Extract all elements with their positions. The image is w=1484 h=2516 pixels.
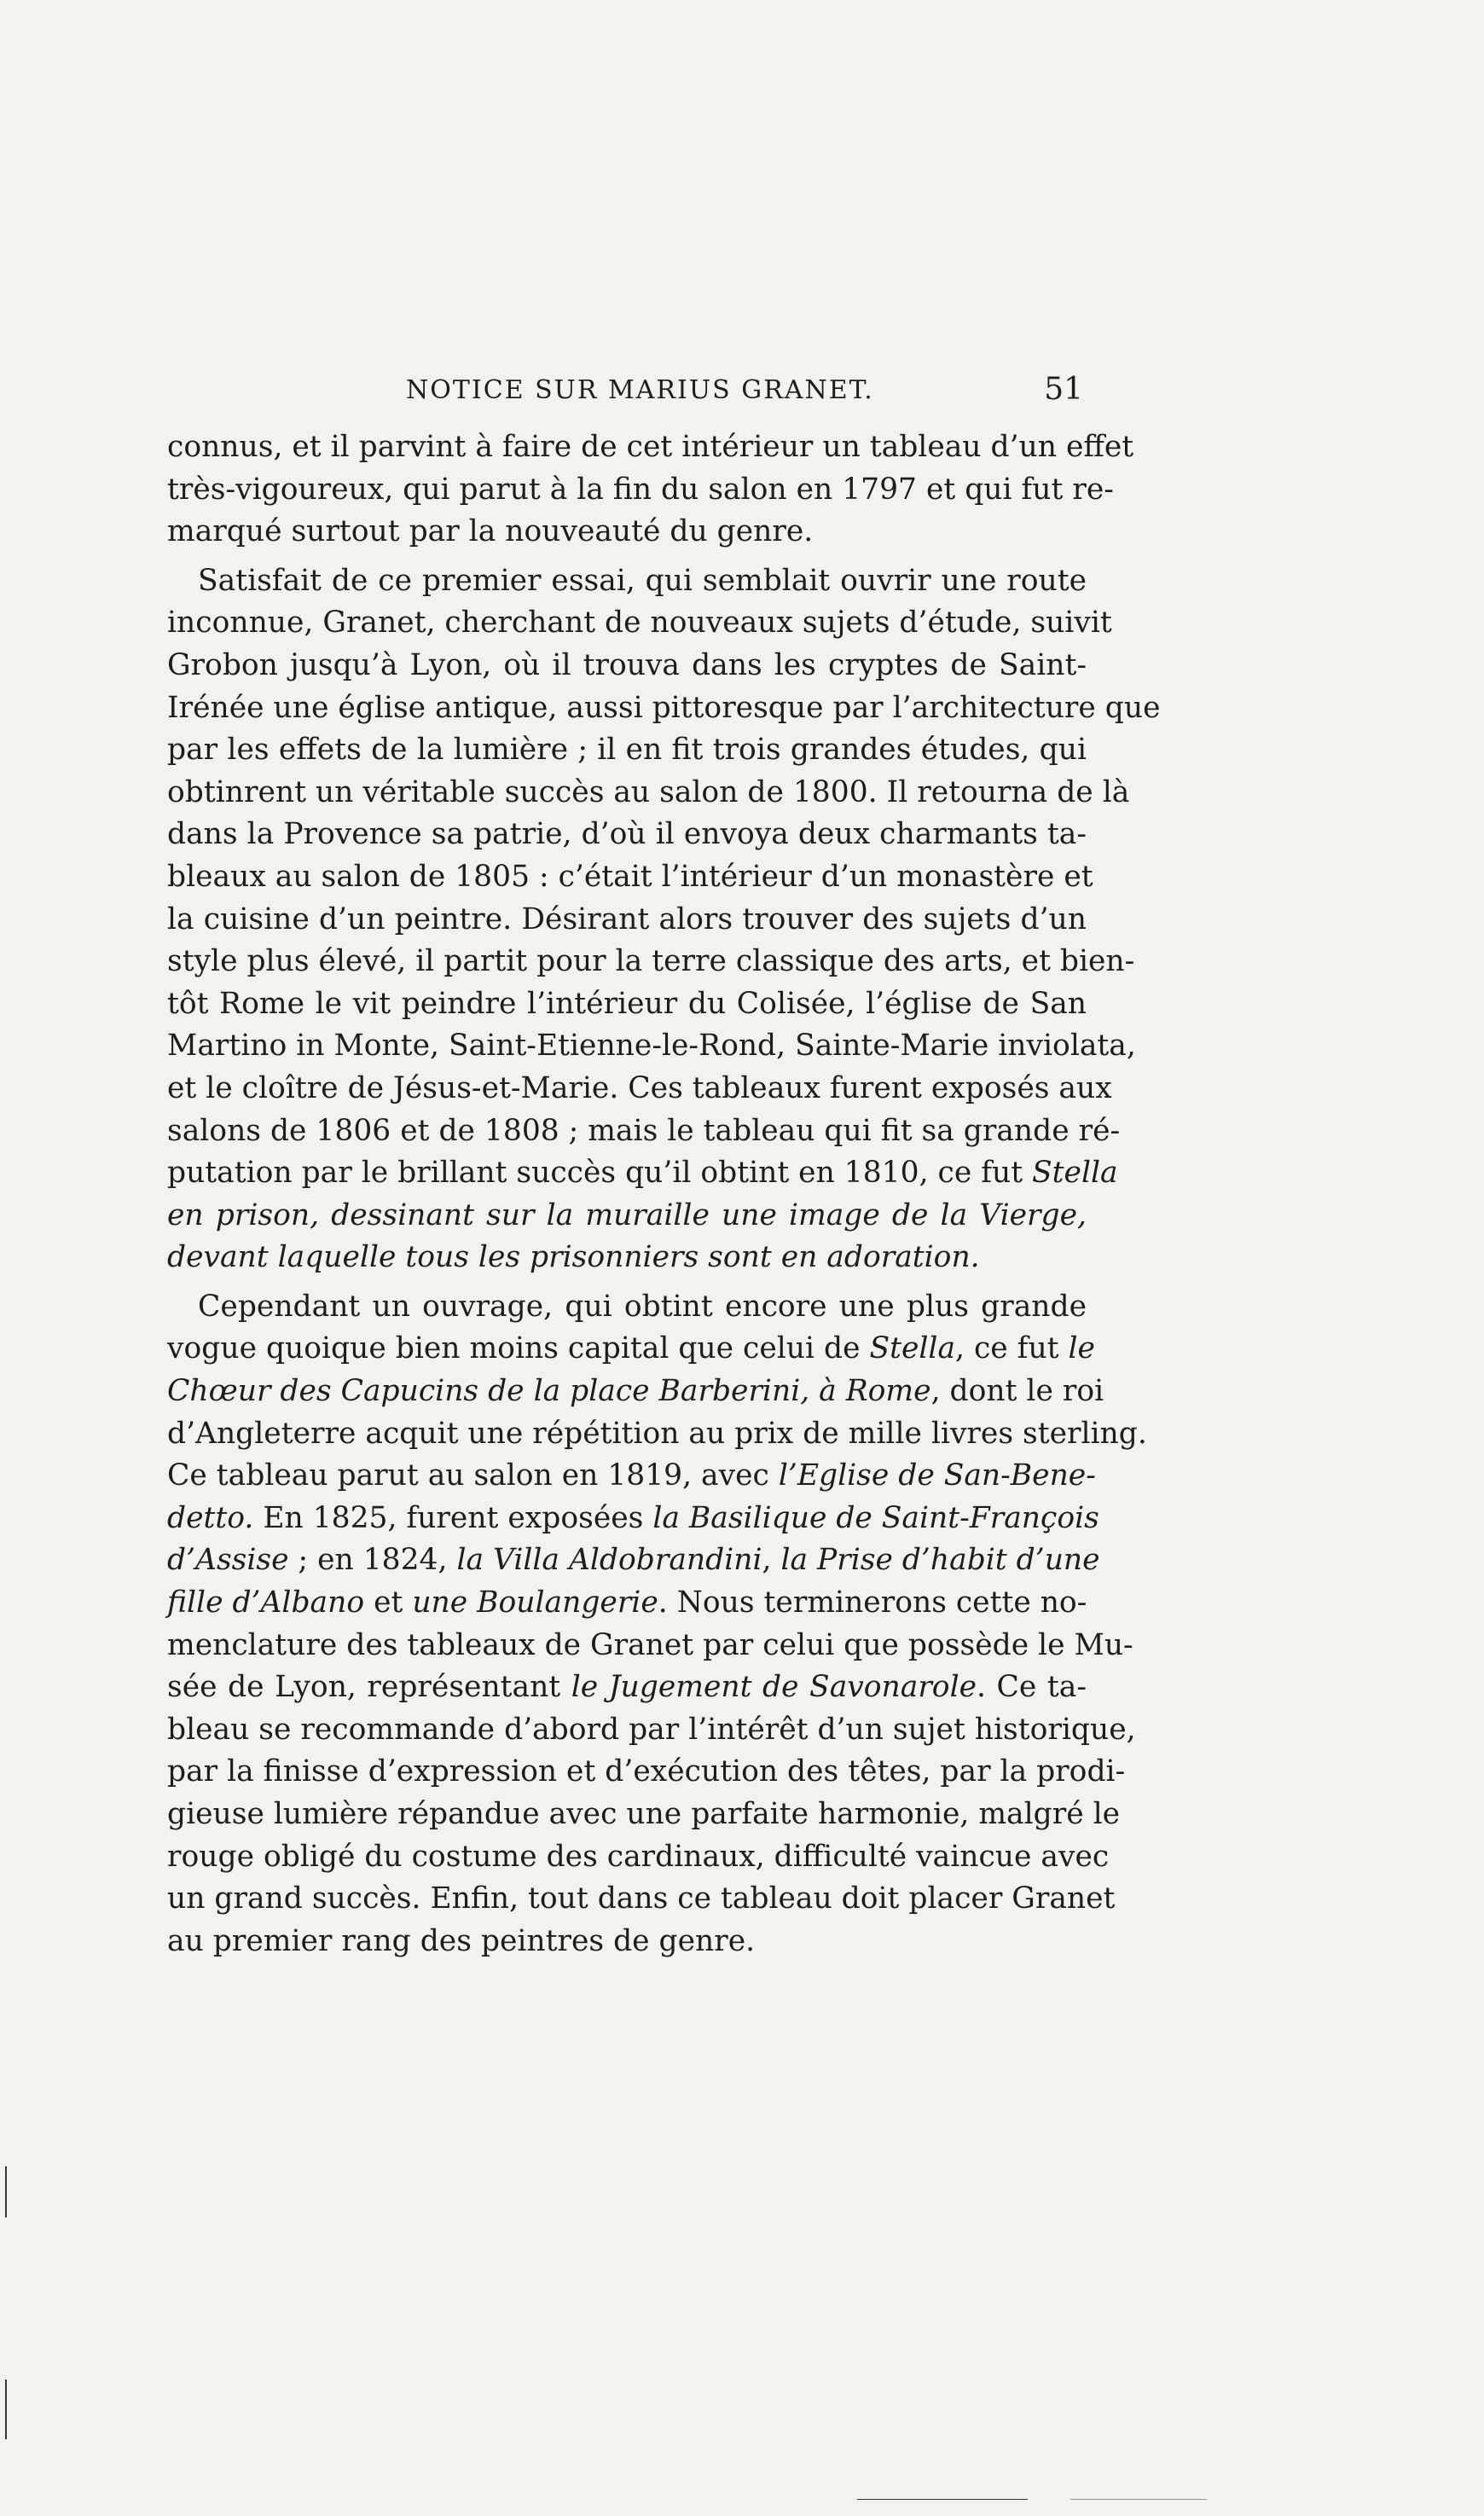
text-run: dans la Provence sa patrie, d’où il envoya deux charmants ta- — [167, 817, 1087, 852]
text-run: , — [762, 1543, 781, 1578]
text-line — [167, 1371, 1104, 1413]
text-line — [167, 1286, 1087, 1329]
scan-speck — [5, 2166, 7, 2217]
text-run: un grand succès. Enfin, tout dans ce tableau doit placer Granet — [167, 1881, 1116, 1916]
text-line — [167, 814, 1087, 856]
italic-title: l’Eglise de San-Bene- — [778, 1458, 1096, 1493]
italic-title: la Prise d’habit d’une — [780, 1543, 1100, 1578]
text-run: marqué surtout par la nouveauté du genre. — [167, 514, 814, 549]
text-line — [167, 1498, 1099, 1540]
italic-title: fille d’Albano — [167, 1586, 365, 1620]
text-line — [167, 511, 1087, 554]
italic-title: la Basilique de Saint-François — [652, 1500, 1099, 1535]
text-run: au premier rang des peintres de genre. — [167, 1923, 756, 1958]
italic-title: Stella — [869, 1331, 956, 1366]
italic-title: Chœur des Capucins de la place Barberini, à Rome — [167, 1374, 931, 1409]
paragraph — [167, 426, 1134, 554]
scan-speck — [1070, 2499, 1207, 2500]
italic-title: en prison, dessinant sur la muraille une image de la Vierge, — [167, 1197, 1087, 1232]
text-line — [167, 1709, 1136, 1752]
running-title: NOTICE SUR MARIUS GRANET. — [406, 375, 874, 405]
text-line — [167, 1195, 1087, 1238]
text-line — [167, 1413, 1147, 1456]
paragraph-gap — [167, 1279, 1087, 1286]
scan-speck — [857, 2499, 1028, 2500]
text-run: ; en 1824, — [288, 1543, 457, 1578]
text-run: très-vigoureux, qui parut à la fin du salon en 1797 et qui fut re- — [167, 472, 1114, 507]
text-run: Satisfait de ce premier essai, qui semblait ouvrir une route — [198, 563, 1087, 598]
text-line — [167, 1921, 1087, 1963]
text-run: vogue quoique bien moins capital que celui de — [167, 1331, 870, 1366]
text-run: . Ce ta- — [977, 1670, 1087, 1705]
text-run: putation par le brillant succès qu’il obtint en 1810, ce fut — [167, 1156, 1033, 1191]
text-line — [167, 469, 1114, 512]
text-run: Ce tableau parut au salon en 1819, avec — [167, 1458, 779, 1493]
text-line — [167, 1237, 1087, 1279]
text-run: sée de Lyon, représentant — [167, 1670, 571, 1705]
page-number: 51 — [1044, 372, 1083, 407]
italic-title: le — [1068, 1331, 1095, 1366]
text-run: tôt Rome le vit peindre l’intérieur du Colisée, l’église de San — [167, 986, 1087, 1021]
text-run: . Nous terminerons cette no- — [658, 1586, 1087, 1620]
italic-title: d’Assise — [167, 1543, 289, 1578]
text-line — [167, 602, 1112, 645]
text-line — [167, 560, 1087, 603]
text-run: style plus élevé, il partit pour la terre classique des arts, et bien- — [167, 944, 1135, 979]
text-run: Cependant un ouvrage, qui obtint encore une plus grande — [198, 1289, 1087, 1324]
text-line — [167, 1878, 1116, 1921]
text-run: Irénée une église antique, aussi pittoresque par l’architecture que — [167, 690, 1161, 725]
text-run: inconnue, Granet, cherchant de nouveaux sujets d’étude, suivit — [167, 606, 1112, 641]
text-line — [167, 1539, 1100, 1582]
text-line — [167, 856, 1093, 899]
text-line — [167, 1667, 1087, 1709]
text-line — [167, 1794, 1121, 1836]
text-run: salons de 1806 et de 1808 ; mais le tableau qui fit sa grande ré- — [167, 1113, 1121, 1148]
text-run: , dont le roi — [930, 1374, 1104, 1409]
text-run: la cuisine d’un peintre. Désirant alors trouver des sujets d’un — [167, 901, 1087, 936]
text-run: menclature des tableaux de Granet par celui que possède le Mu- — [167, 1627, 1133, 1662]
text-run: Grobon jusqu’à Lyon, où il trouva dans les cryptes de Saint- — [167, 647, 1087, 682]
text-run: d’Angleterre acquit une répétition au prix de mille livres sterling. — [167, 1416, 1147, 1451]
text-line — [167, 1152, 1118, 1195]
text-line — [167, 1025, 1136, 1068]
body-text — [167, 426, 1161, 1962]
text-run: gieuse lumière répandue avec une parfaite harmonie, malgré le — [167, 1797, 1121, 1831]
text-run: connus, et il parvint à faire de cet intérieur un tableau d’un effet — [167, 430, 1134, 464]
text-run: , ce fut — [955, 1331, 1069, 1366]
text-line — [167, 1625, 1133, 1667]
text-run: rouge obligé du costume des cardinaux, difficulté vaincue avec — [167, 1839, 1110, 1874]
italic-title: le Jugement de Savonarole — [571, 1670, 977, 1705]
text-line — [167, 1751, 1126, 1794]
text-run: par les effets de la lumière ; il en fit trois grandes études, qui — [167, 733, 1087, 768]
paragraph-gap — [167, 554, 1087, 560]
text-run: En 1825, furent exposées — [253, 1500, 653, 1535]
text-line — [167, 687, 1161, 730]
paragraph — [167, 1286, 1147, 1963]
text-run: bleau se recommande d’abord par l’intérêt d’un sujet historique, — [167, 1712, 1136, 1747]
text-line — [167, 426, 1134, 469]
italic-title: la Villa Aldobrandini — [456, 1543, 762, 1578]
text-line — [167, 1836, 1110, 1879]
paragraph — [167, 560, 1161, 1279]
text-run: et — [364, 1586, 413, 1620]
text-run: obtinrent un véritable succès au salon de 1800. Il retourna de là — [167, 774, 1130, 809]
text-run: par la finisse d’expression et d’exécution des têtes, par la prodi- — [167, 1754, 1126, 1789]
text-line — [167, 1110, 1121, 1153]
text-line — [167, 772, 1130, 815]
scan-speck — [5, 2380, 7, 2439]
text-line — [167, 1455, 1096, 1498]
text-line — [167, 1582, 1087, 1625]
text-line — [167, 941, 1135, 983]
text-line — [167, 899, 1087, 942]
italic-title: detto. — [167, 1500, 254, 1535]
page-header — [171, 372, 1083, 423]
text-line — [167, 983, 1087, 1026]
text-line — [167, 1068, 1112, 1110]
text-run: bleaux au salon de 1805 : c’était l’intérieur d’un monastère et — [167, 859, 1093, 894]
italic-title: une Boulangerie — [412, 1586, 658, 1620]
text-line — [167, 1328, 1095, 1371]
text-run: Martino in Monte, Saint-Etienne-le-Rond, Sainte-Marie inviolata, — [167, 1029, 1136, 1064]
italic-title: devant laquelle tous les prisonniers sont en adoration. — [167, 1240, 980, 1275]
text-run: et le cloître de Jésus-et-Marie. Ces tableaux furent exposés aux — [167, 1070, 1112, 1105]
text-line — [167, 729, 1087, 772]
text-line — [167, 645, 1087, 687]
italic-title: Stella — [1032, 1156, 1118, 1191]
